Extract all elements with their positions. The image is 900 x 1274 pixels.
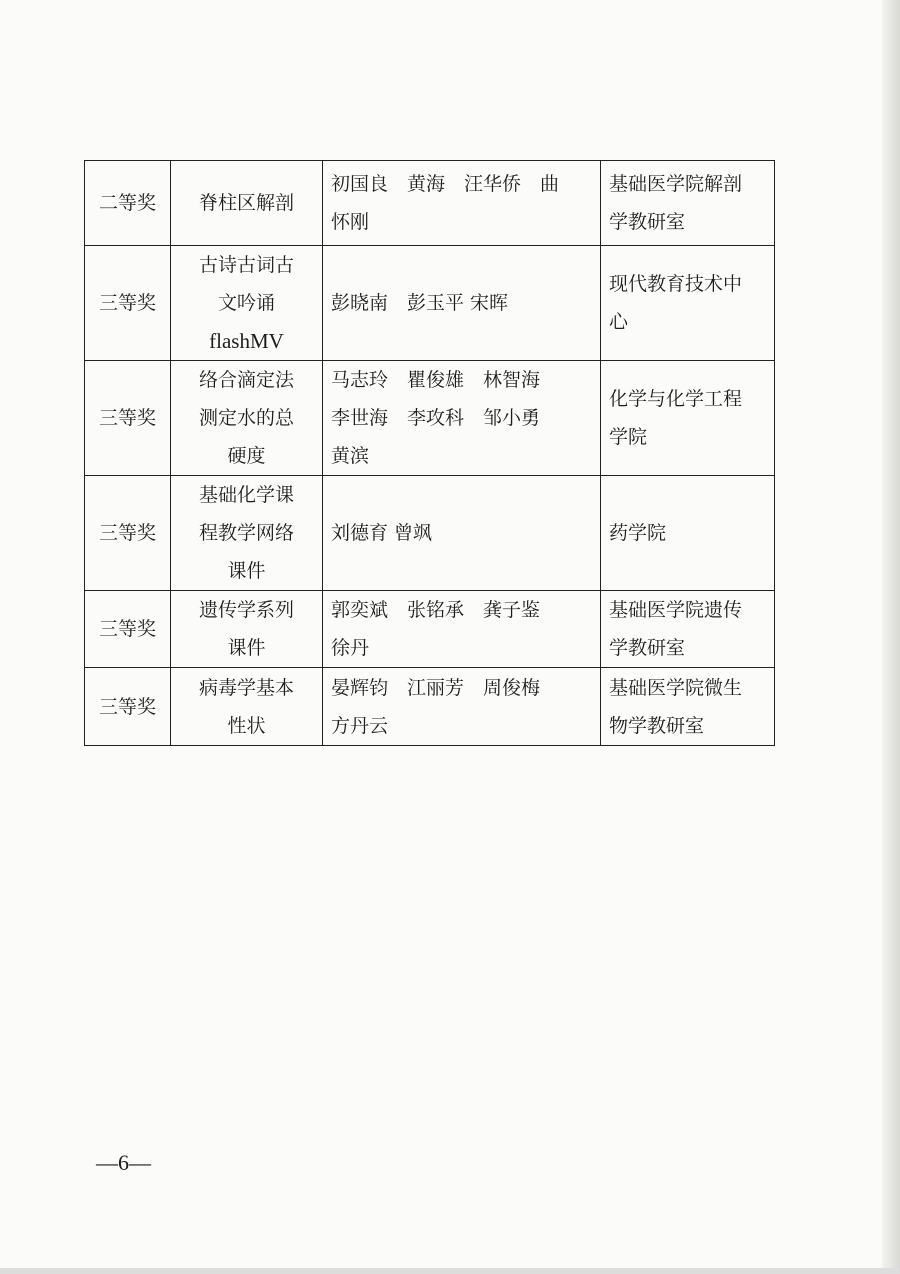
title-cell bbox=[171, 476, 323, 591]
authors-cell bbox=[323, 591, 601, 668]
unit-cell-line: 化学与化学工程 bbox=[609, 388, 743, 410]
authors-cell-line: 马志玲 瞿俊雄 林智海 bbox=[331, 369, 541, 391]
title-cell-line: 古诗古词古 bbox=[198, 254, 294, 276]
authors-cell-line: 徐丹 bbox=[331, 637, 370, 659]
award-cell-line: 三等奖 bbox=[98, 522, 156, 544]
table-row bbox=[85, 476, 775, 591]
authors-cell bbox=[323, 476, 601, 591]
unit-cell-line: 基础医学院解剖 bbox=[609, 173, 743, 195]
award-cell bbox=[85, 161, 171, 246]
title-cell bbox=[171, 246, 323, 361]
authors-cell-line: 黄滨 bbox=[331, 445, 370, 467]
authors-cell bbox=[323, 161, 601, 246]
unit-cell-line: 学教研室 bbox=[609, 211, 686, 233]
title-cell-line: flashMV bbox=[209, 329, 284, 353]
unit-cell-line: 学院 bbox=[609, 426, 648, 448]
table-row bbox=[85, 668, 775, 746]
table-row bbox=[85, 591, 775, 668]
authors-cell-line: 初国良 黄海 汪华侨 曲 bbox=[331, 173, 560, 195]
title-cell-line: 脊柱区解剖 bbox=[198, 192, 294, 214]
title-cell bbox=[171, 161, 323, 246]
title-cell-line: 课件 bbox=[227, 637, 266, 659]
award-cell-line: 三等奖 bbox=[98, 618, 156, 640]
authors-cell-line: 方丹云 bbox=[331, 714, 389, 737]
unit-cell-line: 学教研室 bbox=[609, 637, 686, 659]
award-cell-line: 三等奖 bbox=[98, 695, 156, 718]
award-cell bbox=[85, 591, 171, 668]
title-cell bbox=[171, 361, 323, 476]
table-row bbox=[85, 246, 775, 361]
award-cell-line: 三等奖 bbox=[98, 407, 156, 429]
unit-cell bbox=[601, 161, 775, 246]
title-cell-line: 病毒学基本 bbox=[198, 676, 294, 699]
awards-table bbox=[84, 160, 775, 746]
unit-cell-line: 药学院 bbox=[609, 522, 667, 544]
unit-cell bbox=[601, 476, 775, 591]
unit-cell bbox=[601, 591, 775, 668]
authors-cell-line: 李世海 李攻科 邹小勇 bbox=[331, 407, 541, 429]
award-cell bbox=[85, 668, 171, 746]
unit-cell-line: 基础医学院微生 bbox=[609, 676, 743, 699]
scan-edge-shadow bbox=[882, 0, 900, 1274]
title-cell-line: 测定水的总 bbox=[198, 407, 294, 429]
award-cell bbox=[85, 476, 171, 591]
authors-cell-line: 郭奕斌 张铭承 龚子鉴 bbox=[331, 599, 541, 621]
title-cell-line: 程教学网络 bbox=[198, 522, 294, 544]
award-cell bbox=[85, 361, 171, 476]
authors-cell-line: 怀刚 bbox=[331, 211, 370, 233]
authors-cell-line: 彭晓南 彭玉平 宋晖 bbox=[331, 292, 509, 314]
title-cell-line: 硬度 bbox=[227, 445, 266, 467]
title-cell-line: 性状 bbox=[227, 714, 266, 737]
authors-cell-line: 刘德育 曾飒 bbox=[331, 522, 433, 544]
title-cell-line: 基础化学课 bbox=[198, 484, 294, 506]
page-number: —6— bbox=[96, 1150, 151, 1175]
title-cell-line: 文吟诵 bbox=[217, 292, 275, 314]
authors-cell bbox=[323, 668, 601, 746]
unit-cell-line: 基础医学院遗传 bbox=[609, 599, 743, 621]
authors-cell bbox=[323, 246, 601, 361]
unit-cell-line: 心 bbox=[609, 311, 629, 333]
award-cell bbox=[85, 246, 171, 361]
unit-cell bbox=[601, 361, 775, 476]
award-cell-line: 三等奖 bbox=[98, 292, 156, 314]
table-row bbox=[85, 361, 775, 476]
unit-cell-line: 物学教研室 bbox=[609, 714, 705, 737]
title-cell-line: 遗传学系列 bbox=[198, 599, 294, 621]
unit-cell-line: 现代教育技术中 bbox=[609, 273, 743, 295]
unit-cell bbox=[601, 668, 775, 746]
table-row bbox=[85, 161, 775, 246]
title-cell bbox=[171, 668, 323, 746]
scan-bottom-edge bbox=[0, 1268, 900, 1274]
title-cell-line: 课件 bbox=[227, 560, 266, 582]
award-cell-line: 二等奖 bbox=[98, 192, 156, 214]
unit-cell bbox=[601, 246, 775, 361]
title-cell-line: 络合滴定法 bbox=[198, 369, 294, 391]
authors-cell-line: 晏辉钧 江丽芳 周俊梅 bbox=[331, 676, 541, 699]
authors-cell bbox=[323, 361, 601, 476]
title-cell bbox=[171, 591, 323, 668]
